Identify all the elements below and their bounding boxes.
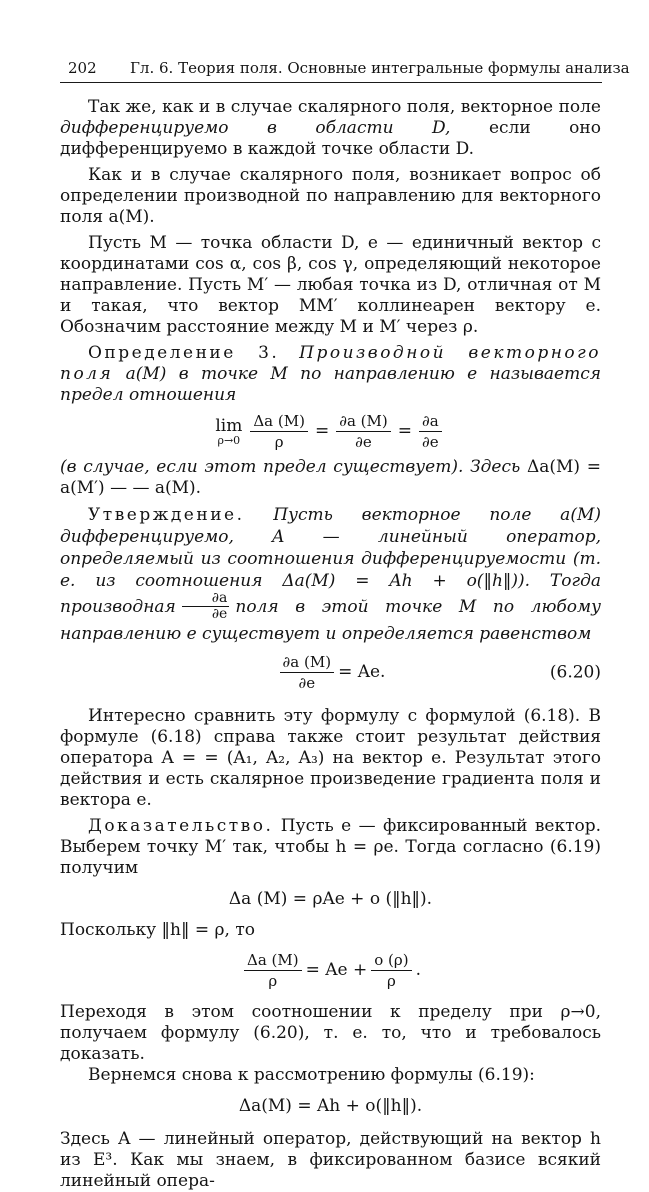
paragraph-differentiable: Так же, как и в случае скалярного поля, векторное поле дифференцируемо в области D, если оно дифференцируемо в каждой точке области D. [60,97,601,159]
equation-number: (6.20) [549,662,601,682]
proof-label: Доказательство. [88,816,274,836]
running-title: Гл. 6. Теория поля. Основные интегральные формулы анализа [130,59,630,77]
paragraph-since: Поскольку ‖h‖ = ρ, то [60,920,255,940]
paragraph-question: Как и в случае скалярного поля, возникает вопрос об определении производной по направлению для векторного поля a(M). [60,165,601,227]
header-rule [60,82,602,83]
proof: Доказательство. Пусть e — фиксированный вектор. Выберем точку M′ так, чтобы h = ρe. Тогда согласно (6.19) получим [60,816,601,878]
fraction-partial-a: $\frac{\partial a}{\partial e}$ [419,412,442,451]
equation-delta: Δa (M) = ρAe + o (‖h‖). [228,889,433,909]
paragraph-limit-remark: (в случае, если этот предел существует). Здесь Δa(M) = a(M′) — — a(M). [60,457,601,498]
definition-3: Определение 3. Производной векторного поля a(M) в точке M по направлению e называется предел отношения [60,343,601,405]
definition-label: Определение 3. [88,343,280,363]
paragraph-passing-limit: Переходя в этом соотношении к пределу при ρ→0, получаем формулу (6.20), т. е. то, что и требовалось доказать. [60,1002,601,1064]
equation-6-19: Δa(M) = Ah + o(‖h‖). [238,1096,423,1116]
paragraph-compare: Интересно сравнить эту формулу с формулой (6.18). В формуле (6.18) справа также стоит результат действия оператора A = = (A₁, A₂, A₃) на вектор e. Результат этого действия и есть скалярное произведение градиента поля и вектора e. [60,706,601,810]
fraction-partial-a-m: $\frac{\partial a (M)}{\partial e}$ [336,412,391,451]
running-header [68,58,630,78]
claim-label: Утверждение. [88,505,245,525]
fraction-delta-a: $\frac{\Delta a (M)}{\rho}$ [250,412,308,451]
equation-6-20: $\frac{\partial a (M)}{\partial e}$ = Ae. (6.20) [60,653,601,692]
limit-operator: lim ρ→0 [215,415,243,447]
inline-fraction-partial: $\frac{\partial a}{\partial e}$ [182,591,230,622]
paragraph-operator: Здесь A — линейный оператор, действующий на вектор h из E³. Как мы знаем, в фиксированном базисе всякий линейный опера- [60,1129,601,1191]
paragraph-setup: Пусть M — точка области D, e — единичный вектор с координатами cos α, cos β, cos γ, определяющий некоторое направление. Пусть M′ — любая точка из D, отличная от M и такая, что вектор MM′ коллинеарен вектору e. Обозначим расстояние между M и M′ через ρ. [60,233,601,337]
paragraph-return: Вернемся снова к рассмотрению формулы (6.19): [88,1065,535,1085]
equation-limit: lim ρ→0 $\frac{\Delta a (M)}{\rho}$ = $\frac{\partial a (M)}{\partial e}$ = $\frac{\partial a}{\partial e}$ [60,412,601,451]
page-body [60,97,601,1192]
equation-ratio: $\frac{\Delta a (M)}{\rho}$ = Ae + $\frac{o (\rho)}{\rho}$ . [60,951,601,990]
definition-term: Производной векторного поля [60,343,601,384]
page-number: 202 [68,59,97,77]
italic-definition: дифференцируемо в области D, [60,118,451,138]
claim: Утверждение. Пусть векторное поле a(M) дифференцируемо, A — линейный оператор, определяемый из соотношения дифференцируемости (т. е. из соотношения Δa(M) = Ah + o(‖h‖)). Тогда производная $\frac{\partial a}{\partial e}$ поля в этой точке M по любому направлению e существует и определяется равенством [60,505,601,644]
